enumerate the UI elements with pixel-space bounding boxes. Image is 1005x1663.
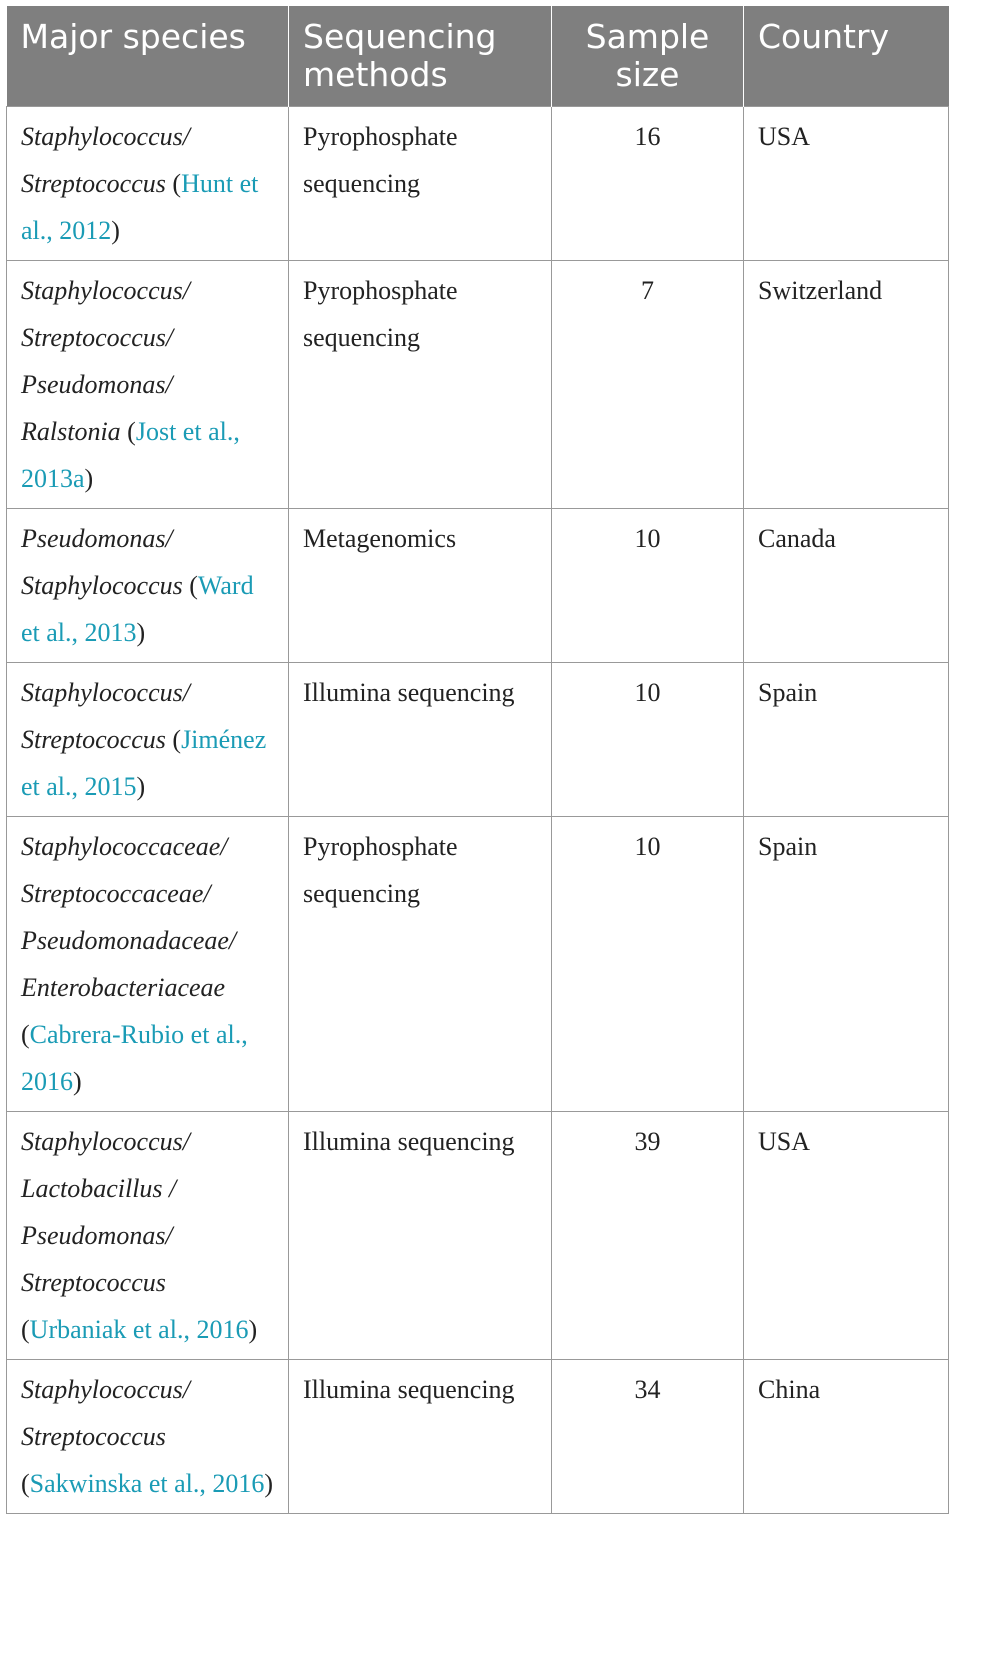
country-cell: China bbox=[744, 1360, 949, 1514]
species-cell: Staphylococcus/ Lactobacillus / Pseudomonas/ Streptococcus (Urbaniak et al., 2016) bbox=[7, 1112, 289, 1360]
species-name: Pseudomonadaceae/ bbox=[21, 926, 237, 955]
species-name: Streptococcus bbox=[21, 169, 166, 198]
species-name: Pseudomonas/ bbox=[21, 524, 173, 553]
species-name: Streptococcus bbox=[21, 1422, 166, 1451]
species-cell: Staphylococcus/ Streptococcus/ Pseudomonas/ Ralstonia (Jost et al., 2013a) bbox=[7, 261, 289, 509]
sequencing-method-cell: Illumina sequencing bbox=[289, 1112, 552, 1360]
table-row bbox=[7, 1112, 949, 1360]
table-row bbox=[7, 509, 949, 663]
species-name: Streptococcus bbox=[21, 1268, 166, 1297]
sequencing-method-cell: Pyrophosphate sequencing bbox=[289, 817, 552, 1112]
studies-table bbox=[6, 6, 949, 1514]
citation-link[interactable]: Sakwinska et al., 2016 bbox=[29, 1469, 265, 1498]
table-row bbox=[7, 107, 949, 261]
sample-size-cell: 34 bbox=[552, 1360, 744, 1514]
citation-link[interactable]: Jiménez et al., 2015 bbox=[21, 725, 267, 801]
sequencing-method-cell: Pyrophosphate sequencing bbox=[289, 107, 552, 261]
species-name: Staphylococcus bbox=[21, 571, 183, 600]
header-major-species: Major species bbox=[7, 6, 289, 107]
country-cell: USA bbox=[744, 107, 949, 261]
sample-size-cell: 10 bbox=[552, 817, 744, 1112]
country-cell: Switzerland bbox=[744, 261, 949, 509]
species-cell: Staphylococcus/ Streptococcus (Sakwinska et al., 2016) bbox=[7, 1360, 289, 1514]
table-row bbox=[7, 663, 949, 817]
sequencing-method-cell: Illumina sequencing bbox=[289, 1360, 552, 1514]
sample-size-cell: 16 bbox=[552, 107, 744, 261]
sample-size-cell: 10 bbox=[552, 509, 744, 663]
citation-link[interactable]: Cabrera-Rubio et al., 2016 bbox=[21, 1020, 248, 1096]
country-cell: USA bbox=[744, 1112, 949, 1360]
species-name: Streptococcus/ bbox=[21, 323, 174, 352]
species-name: Streptococcaceae/ bbox=[21, 879, 211, 908]
citation-link[interactable]: Jost et al., 2013a bbox=[21, 417, 240, 493]
species-name: Lactobacillus / bbox=[21, 1174, 177, 1203]
species-name: Staphylococcus/ bbox=[21, 276, 190, 305]
species-name: Pseudomonas/ bbox=[21, 1221, 173, 1250]
table-row bbox=[7, 817, 949, 1112]
species-cell: Staphylococcus/ Streptococcus (Hunt et al., 2012) bbox=[7, 107, 289, 261]
species-name: Staphylococcus/ bbox=[21, 1127, 190, 1156]
species-name: Streptococcus bbox=[21, 725, 166, 754]
species-cell: Staphylococcaceae/ Streptococcaceae/ Pseudomonadaceae/ Enterobacteriaceae (Cabrera-Rubio et al., 2016) bbox=[7, 817, 289, 1112]
sample-size-cell: 39 bbox=[552, 1112, 744, 1360]
species-name: Staphylococcus/ bbox=[21, 678, 190, 707]
citation-link[interactable]: Hunt et al., 2012 bbox=[21, 169, 259, 245]
species-name: Staphylococcus/ bbox=[21, 122, 190, 151]
sequencing-method-cell: Illumina sequencing bbox=[289, 663, 552, 817]
header-country: Country bbox=[744, 6, 949, 107]
country-cell: Spain bbox=[744, 663, 949, 817]
country-cell: Canada bbox=[744, 509, 949, 663]
table-body bbox=[7, 107, 949, 1514]
citation-link[interactable]: Ward et al., 2013 bbox=[21, 571, 254, 647]
species-cell: Staphylococcus/ Streptococcus (Jiménez et al., 2015) bbox=[7, 663, 289, 817]
species-name: Enterobacteriaceae bbox=[21, 973, 226, 1002]
sequencing-method-cell: Pyrophosphate sequencing bbox=[289, 261, 552, 509]
species-name: Ralstonia bbox=[21, 417, 121, 446]
species-cell: Pseudomonas/ Staphylococcus (Ward et al., 2013) bbox=[7, 509, 289, 663]
table-header bbox=[7, 6, 949, 107]
sample-size-cell: 7 bbox=[552, 261, 744, 509]
table-row bbox=[7, 261, 949, 509]
country-cell: Spain bbox=[744, 817, 949, 1112]
table-row bbox=[7, 1360, 949, 1514]
sequencing-method-cell: Metagenomics bbox=[289, 509, 552, 663]
header-sequencing-methods: Sequencing methods bbox=[289, 6, 552, 107]
header-sample-size: Sample size bbox=[552, 6, 744, 107]
species-name: Staphylococcaceae/ bbox=[21, 832, 228, 861]
species-name: Staphylococcus/ bbox=[21, 1375, 190, 1404]
sample-size-cell: 10 bbox=[552, 663, 744, 817]
citation-link[interactable]: Urbaniak et al., 2016 bbox=[29, 1315, 249, 1344]
species-name: Pseudomonas/ bbox=[21, 370, 173, 399]
